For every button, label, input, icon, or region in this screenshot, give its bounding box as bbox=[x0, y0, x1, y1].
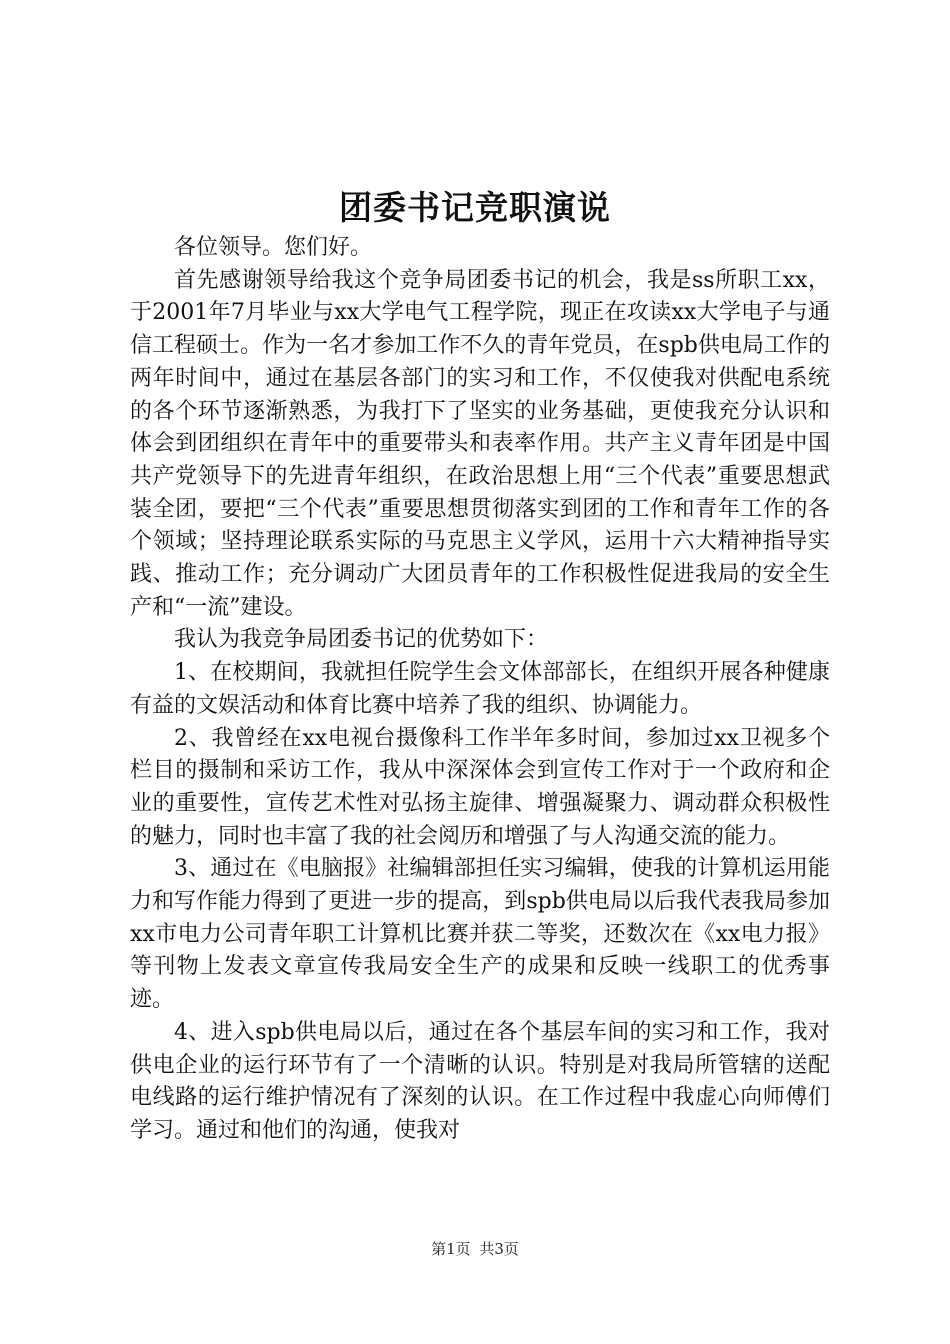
paragraph-introduction: 首先感谢领导给我这个竞争局团委书记的机会，我是ss所职工xx，于2001年7月毕业与xx大学电气工程学院，现正在攻读xx大学电子与通信工程硕士。作为一名才参加工作不久的青年党员，在spb供电局工作的两年时间中，通过在基层各部门的实习和工作，不仅使我对供配电系统的各个环节逐渐熟悉，为我打下了坚实的业务基础，更使我充分认识和体会到团组织在青年中的重要带头和表率作用。共产主义青年团是中国共产党领导下的先进青年组织，在政治思想上用“三个代表”重要思想武装全团，要把“三个代表”重要思想贯彻落实到团的工作和青年工作的各个领域；坚持理论联系实际的马克思主义学风，运用十六大精神指导实践、推动工作；充分调动广大团员青年的工作积极性促进我局的安全生产和“一流”建设。 bbox=[130, 267, 830, 620]
document-body bbox=[130, 232, 830, 1148]
page-number: 第1页 bbox=[431, 1240, 471, 1258]
paragraph-greeting: 各位领导。您们好。 bbox=[174, 235, 373, 260]
paragraph-advantage-2: 2、我曾经在xx电视台摄像科工作半年多时间，参加过xx卫视多个栏目的摄制和采访工作，我从中深深体会到宣传工作对于一个政府和企业的重要性，宣传艺术性对弘扬主旋律、增强凝聚力、调动群众积极性的魅力，同时也丰富了我的社会阅历和增强了与人沟通交流的能力。 bbox=[130, 725, 830, 849]
page-footer bbox=[0, 1238, 950, 1260]
page-total: 共3页 bbox=[479, 1240, 519, 1258]
paragraph-advantage-3: 3、通过在《电脑报》社编辑部担任实习编辑，使我的计算机运用能力和写作能力得到了更进一步的提高，到spb供电局以后我代表我局参加xx市电力公司青年职工计算机比赛并获二等奖，还数次在《xx电力报》等刊物上发表文章宣传我局安全生产的成果和反映一线职工的优秀事迹。 bbox=[130, 856, 830, 1013]
document-title: 团委书记竞职演说 bbox=[339, 188, 611, 227]
paragraph-advantages-intro: 我认为我竞争局团委书记的优势如下： bbox=[174, 627, 549, 653]
paragraph-advantage-1: 1、在校期间，我就担任院学生会文体部部长，在组织开展各种健康有益的文娱活动和体育比赛中培养了我的组织、协调能力。 bbox=[130, 660, 830, 718]
paragraph-advantage-4: 4、进入spb供电局以后，通过在各个基层车间的实习和工作，我对供电企业的运行环节有了一个清晰的认识。特别是对我局所管辖的送配电线路的运行维护情况有了深刻的认识。在工作过程中我虚心向师傅们学习。通过和他们的沟通，使我对 bbox=[130, 1019, 830, 1143]
